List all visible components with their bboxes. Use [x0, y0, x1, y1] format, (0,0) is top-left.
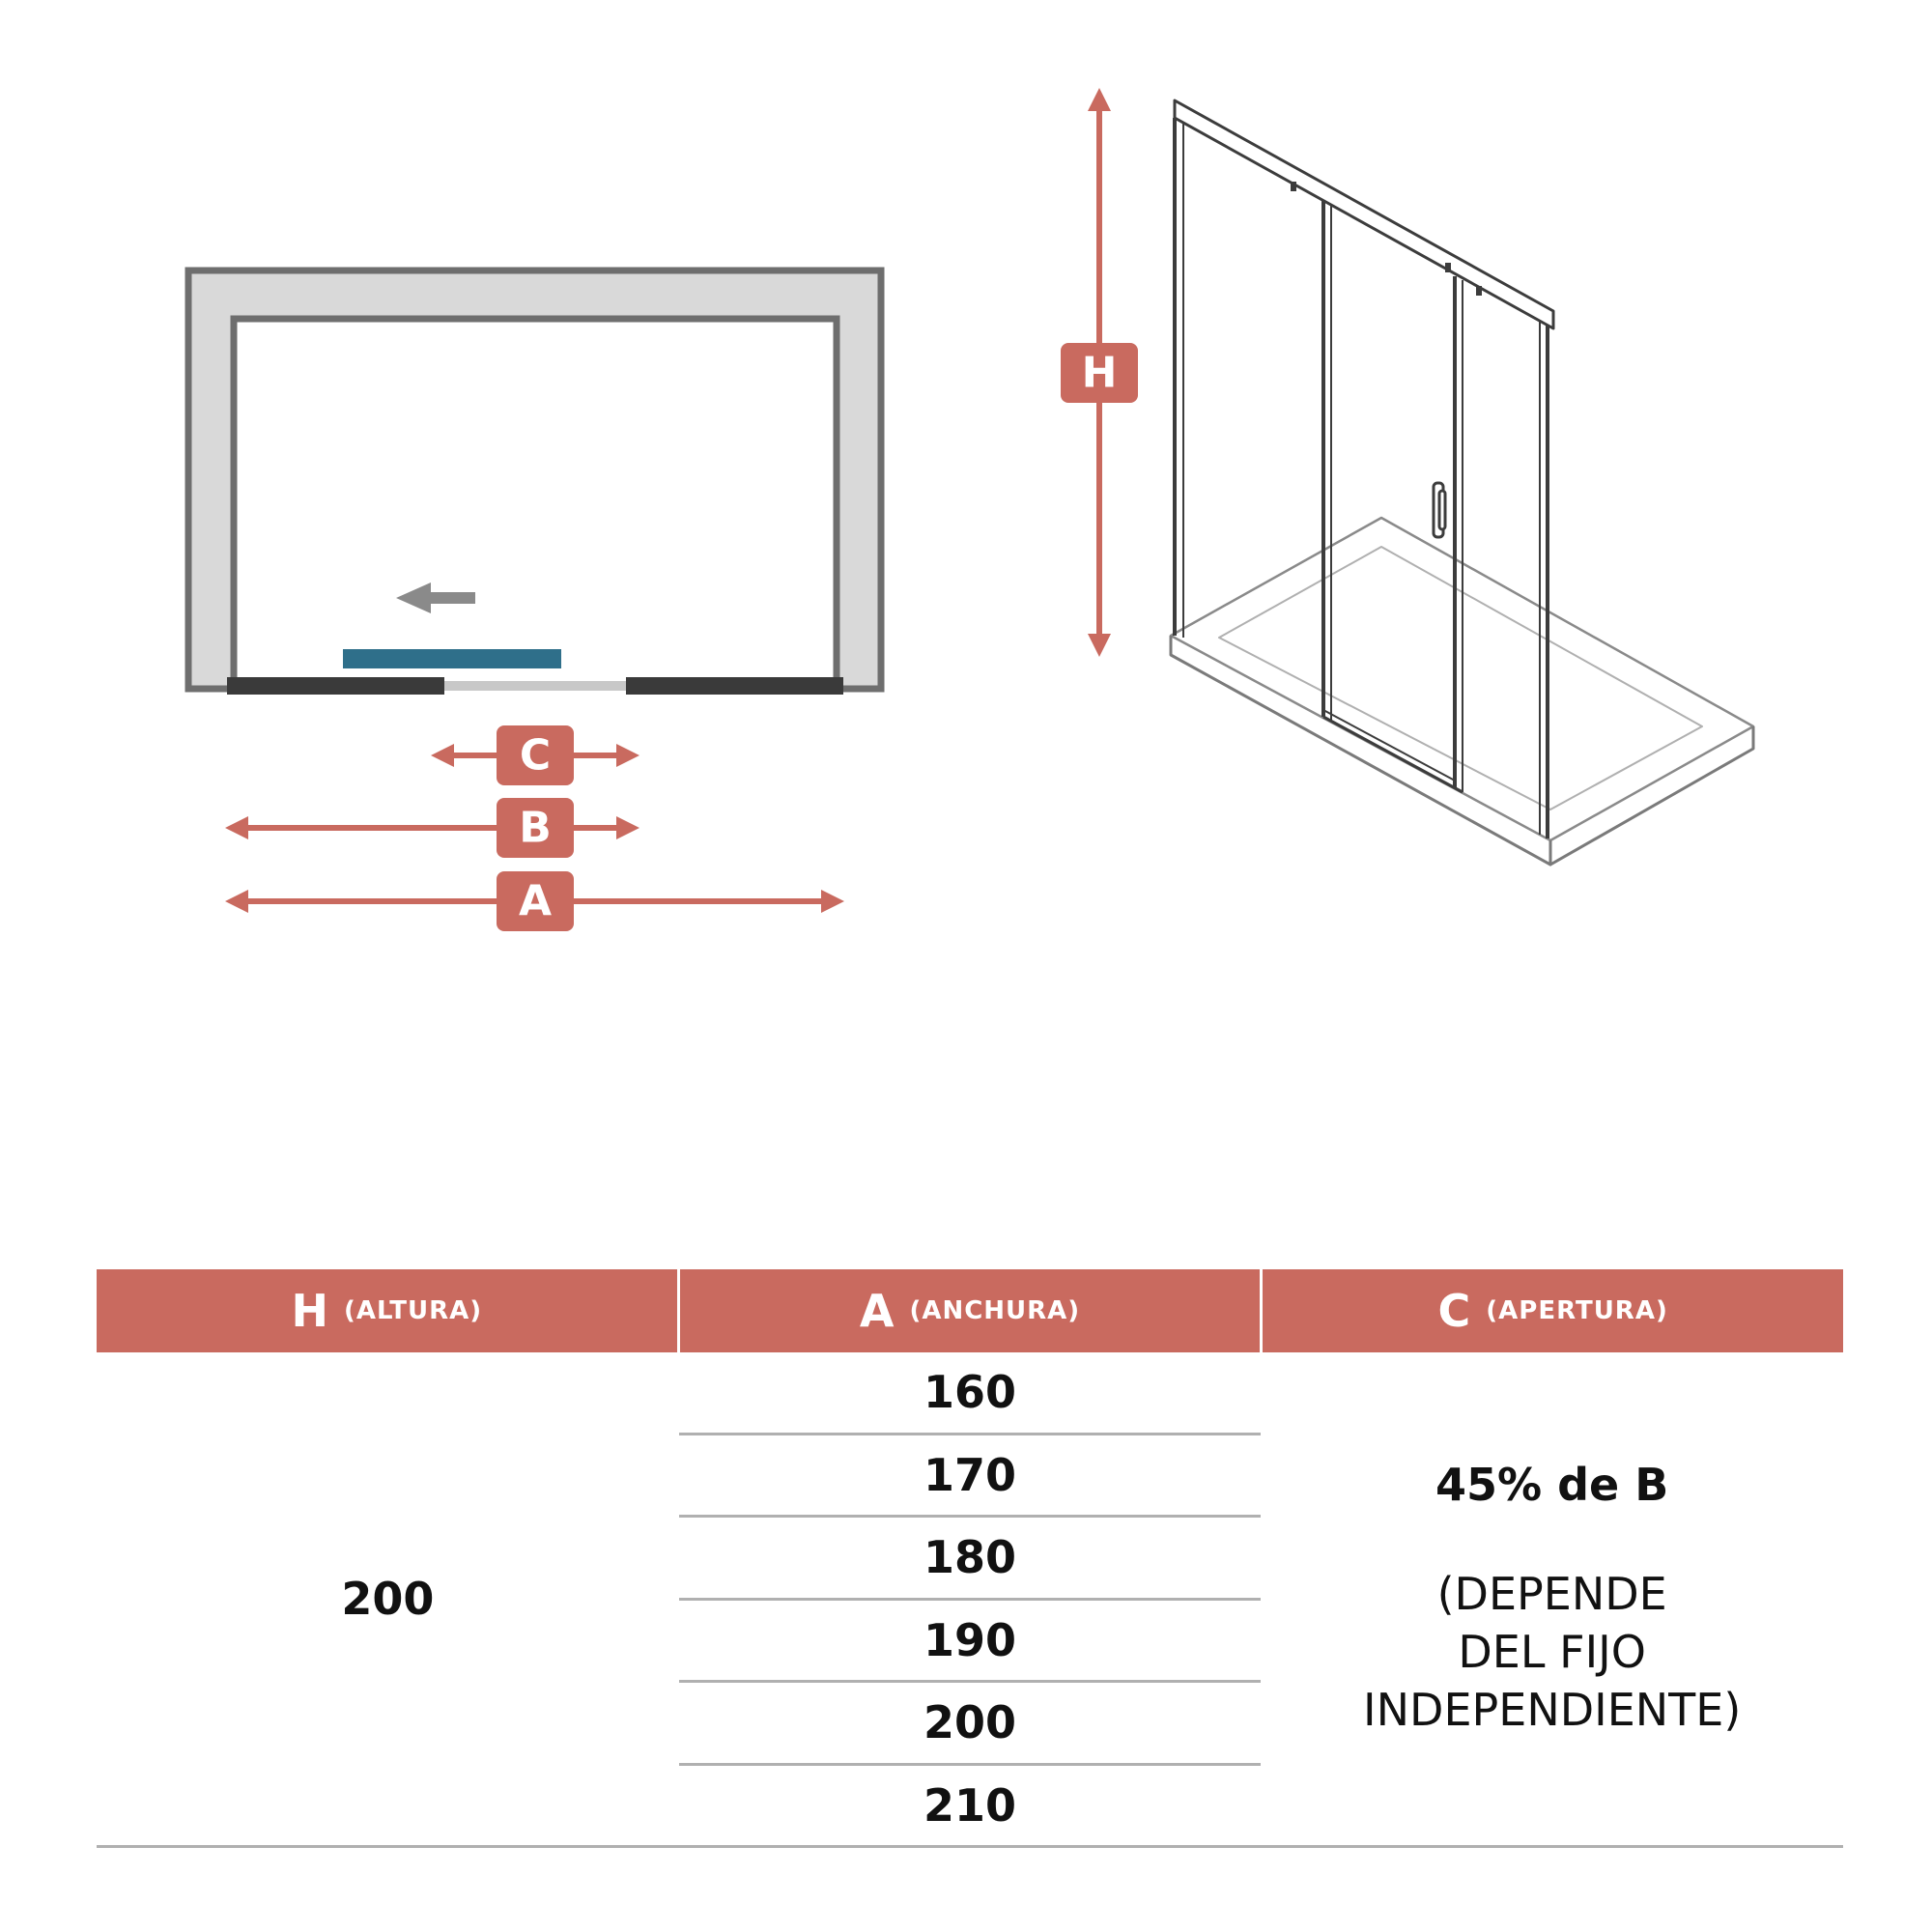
dimension-b [237, 798, 628, 858]
dimension-a [237, 871, 833, 931]
plan-view [188, 270, 881, 689]
table-header [97, 1269, 1843, 1352]
dimension-c [442, 725, 628, 785]
dimension-c-label: C [519, 730, 552, 781]
dimension-b-label: B [519, 803, 552, 853]
header-opening [1263, 1269, 1843, 1352]
plan-wall [188, 270, 881, 689]
opening-note-line: INDEPENDIENTE) [1363, 1684, 1742, 1736]
header-opening-word: (APERTURA) [1486, 1296, 1668, 1325]
width-cell: 180 [679, 1518, 1262, 1601]
iso-door-handle-icon [1434, 483, 1445, 537]
header-height-letter: H [291, 1285, 328, 1337]
width-cell: 170 [679, 1435, 1262, 1519]
header-opening-letter: C [1437, 1285, 1471, 1337]
opening-note-line: (DEPENDE [1436, 1568, 1667, 1620]
dimension-h-label: H [1081, 348, 1118, 398]
width-cell: 190 [679, 1601, 1262, 1684]
width-cell: 160 [679, 1352, 1262, 1435]
opening-note [1363, 1565, 1741, 1739]
table-body [97, 1352, 1843, 1848]
header-height [97, 1269, 680, 1352]
header-width-letter: A [859, 1285, 895, 1337]
plan-slide-arrow-icon [396, 582, 475, 613]
plan-sliding-door [343, 649, 561, 668]
specifications-table [97, 1269, 1843, 1848]
dimension-a-label: A [518, 876, 553, 926]
height-value: 200 [341, 1573, 435, 1625]
header-height-word: (ALTURA) [344, 1296, 483, 1325]
header-width [680, 1269, 1264, 1352]
width-cell: 200 [679, 1683, 1262, 1766]
isometric-view [1171, 100, 1753, 865]
opening-main: 45% de B [1435, 1459, 1669, 1511]
opening-values [1261, 1352, 1843, 1845]
header-width-word: (ANCHURA) [909, 1296, 1081, 1325]
width-cell: 210 [923, 1778, 1017, 1832]
iso-shower-enclosure [1175, 100, 1553, 838]
dimension-h [1061, 99, 1138, 645]
width-values [679, 1352, 1262, 1845]
opening-note-line: DEL FIJO [1458, 1626, 1646, 1678]
